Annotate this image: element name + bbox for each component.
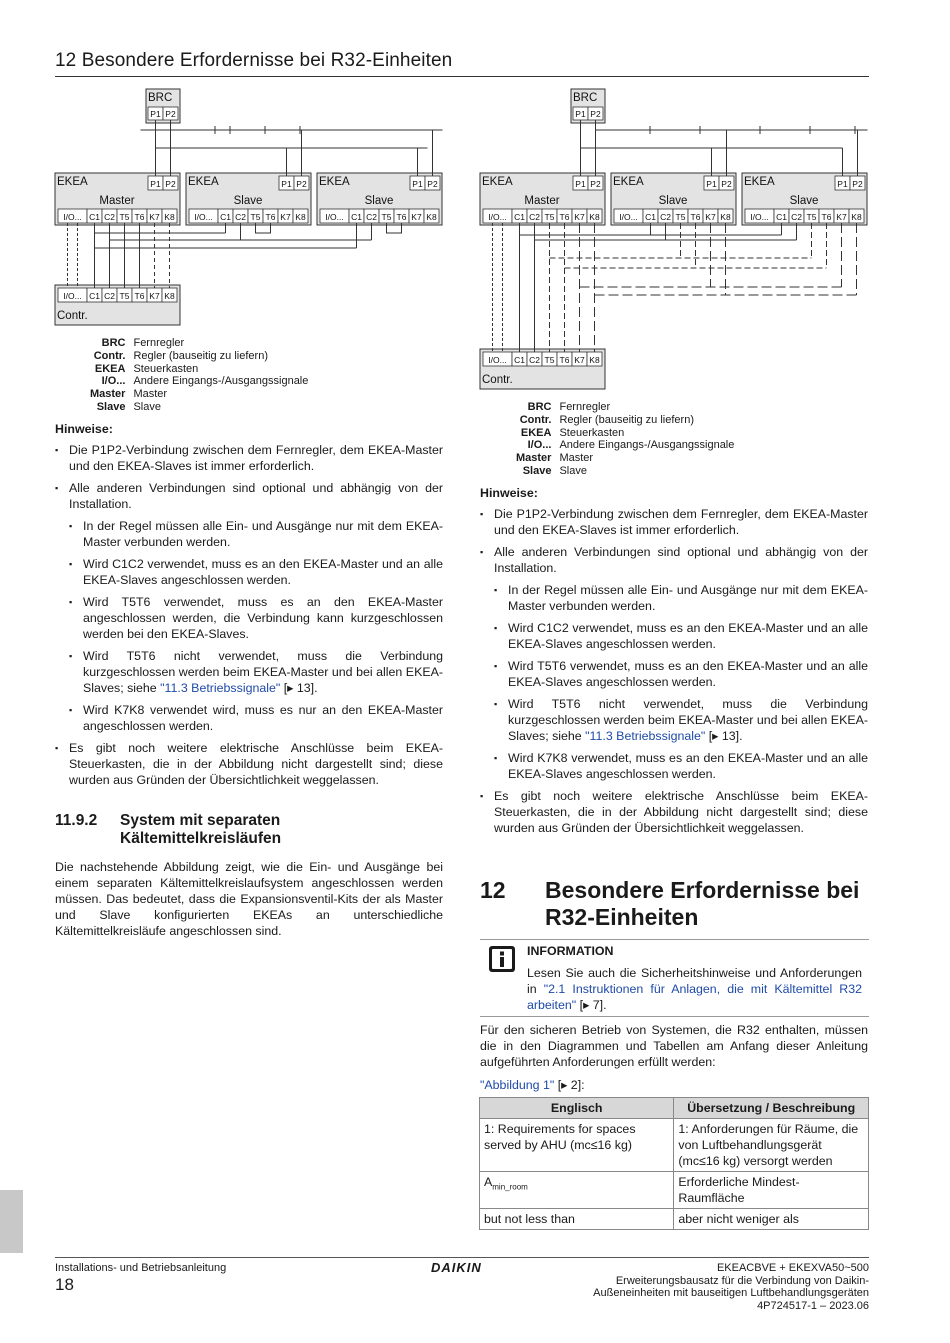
terminal-label: C2 bbox=[791, 212, 802, 222]
footer-line: Erweiterungsbausatz für die Verbindung von Daikin- bbox=[615, 1274, 869, 1287]
terminal-label: C2 bbox=[529, 355, 540, 365]
legend-value: Andere Eingangs-/Ausgangssignale bbox=[559, 439, 735, 452]
terminal-label: C1 bbox=[89, 212, 100, 222]
legend-key: Slave bbox=[522, 464, 552, 477]
table-header-row bbox=[480, 1098, 869, 1119]
ekea-label: EKEA bbox=[613, 176, 644, 188]
ekea-role-label: Slave bbox=[789, 195, 819, 207]
info-text bbox=[527, 965, 862, 1013]
controller-label: Contr. bbox=[57, 310, 88, 322]
terminal-label: T6 bbox=[265, 212, 276, 222]
ekea-role-label: Slave bbox=[233, 195, 263, 207]
legend-row bbox=[516, 465, 734, 478]
terminal-label: T5 bbox=[675, 212, 686, 222]
ekea-label: EKEA bbox=[57, 176, 88, 188]
table-cell bbox=[674, 1209, 869, 1230]
terminal-label: P1 bbox=[412, 179, 423, 189]
page-ref: [▸ 7]. bbox=[576, 998, 607, 1012]
info-text-body: Lesen Sie auch die Sicherheitshinweise und Anforderungen in bbox=[527, 966, 862, 996]
list-item bbox=[55, 740, 443, 788]
table-cell bbox=[480, 1172, 674, 1209]
info-bottom-rule bbox=[480, 1016, 869, 1017]
list-item bbox=[494, 750, 868, 782]
legend-value: Fernregler bbox=[133, 337, 185, 349]
list-item bbox=[69, 556, 443, 588]
legend-value: Andere Eingangs-/Ausgangssignale bbox=[133, 375, 309, 388]
legend-key: BRC bbox=[101, 337, 126, 349]
column-header: Englisch bbox=[480, 1098, 674, 1119]
bullet-text: Die P1P2-Verbindung zwischen dem Fernregler, dem EKEA-Master und den EKEA-Slaves ist immer erforderlich. bbox=[494, 507, 868, 537]
bullet-text: Wird K7K8 verwendet, muss es an den EKEA-Master und an alle EKEA-Slaves angeschlossen werden. bbox=[508, 751, 868, 781]
legend-left bbox=[90, 337, 308, 414]
terminal-label: T5 bbox=[544, 355, 555, 365]
terminal-label: P1 bbox=[706, 179, 717, 189]
bullet-text: Wird T5T6 verwendet, muss es an den EKEA-Master und an alle EKEA-Slaves angeschlossen werden. bbox=[508, 659, 868, 689]
list-item bbox=[494, 582, 868, 614]
ekea-role-label: Master bbox=[99, 195, 135, 207]
legend-value: Steuerkasten bbox=[559, 426, 625, 439]
terminal-label: T6 bbox=[134, 291, 145, 301]
terminal-label: P2 bbox=[165, 109, 176, 119]
terminal-label: C1 bbox=[514, 355, 525, 365]
ekea-role-label: Slave bbox=[658, 195, 688, 207]
terminal-label: P2 bbox=[427, 179, 438, 189]
cell-text: 1: Anforderungen für Räume, die von Luftbehandlungsgerät (mc≤16 kg) versorgt werden bbox=[678, 1122, 859, 1168]
terminal-label: K8 bbox=[426, 212, 437, 222]
terminal-label: T5 bbox=[119, 212, 130, 222]
right-column bbox=[480, 485, 868, 842]
chapter-title: Besondere Erfordernisse bei R32-Einheiten bbox=[545, 877, 860, 930]
table-cell bbox=[674, 1172, 869, 1209]
bullet-text: Wird T5T6 nicht verwendet, muss die Verbindung kurzgeschlossen werden beim EKEA-Master und bei allen EKEA-Slaves; siehe bbox=[508, 697, 868, 743]
bullet-text: Wird K7K8 verwendet wird, muss es nur an den EKEA-Master angeschlossen werden. bbox=[83, 703, 443, 733]
terminal-label: T5 bbox=[250, 212, 261, 222]
legend-row bbox=[90, 337, 308, 350]
bullet-text: Es gibt noch weitere elektrische Anschlüsse beim EKEA-Steuerkasten, die in der Abbildung nicht dargestellt sind; diese wurden aus Gründen der Übersichtlichkeit weggelassen. bbox=[69, 741, 443, 787]
page-ref: [▸ 2]: bbox=[554, 1078, 585, 1092]
chapter-side-tab bbox=[0, 1190, 23, 1253]
terminal-label: K8 bbox=[164, 212, 175, 222]
bullet-text: Wird T5T6 nicht verwendet, muss die Verbindung kurzgeschlossen werden beim EKEA-Master und bei allen EKEA-Slaves; siehe bbox=[83, 649, 443, 695]
terminal-label: K8 bbox=[589, 355, 600, 365]
terminal-label: I/O... bbox=[619, 212, 638, 222]
legend-value: Regler (bauseitig zu liefern) bbox=[559, 413, 694, 426]
terminal-label: C1 bbox=[514, 212, 525, 222]
list-item bbox=[69, 594, 443, 642]
legend-row bbox=[516, 452, 734, 465]
bullet-text: Es gibt noch weitere elektrische Anschlüsse beim EKEA-Steuerkasten, die in der Abbildung nicht dargestellt sind; diese wurden aus Gründen der Übersichtlichkeit weggelassen. bbox=[494, 789, 868, 835]
legend-value: Slave bbox=[133, 400, 161, 413]
list-item bbox=[69, 648, 443, 696]
page-header-title: 12 Besondere Erfordernisse bei R32-Einheiten bbox=[55, 50, 453, 71]
legend-key: Master bbox=[516, 452, 552, 465]
terminal-label: K7 bbox=[149, 212, 160, 222]
terminal-label: K7 bbox=[705, 212, 716, 222]
terminal-label: C1 bbox=[351, 212, 362, 222]
terminal-label: C1 bbox=[776, 212, 787, 222]
legend-row bbox=[516, 401, 734, 414]
legend-key: EKEA bbox=[94, 362, 126, 375]
ekea-label: EKEA bbox=[482, 176, 513, 188]
table-cell bbox=[480, 1209, 674, 1230]
bullet-text: Wird C1C2 verwendet, muss es an den EKEA-Master und an alle EKEA-Slaves angeschlossen werden. bbox=[508, 621, 868, 651]
terminal-label: K7 bbox=[836, 212, 847, 222]
terminal-label: P1 bbox=[575, 109, 586, 119]
legend-key: I/O... bbox=[101, 375, 126, 388]
link-betriebssignale[interactable]: "11.3 Betriebssignale" bbox=[160, 681, 281, 695]
terminal-label: P2 bbox=[165, 179, 176, 189]
legend-row bbox=[516, 414, 734, 427]
legend-key: Contr. bbox=[93, 349, 126, 362]
legend-value: Slave bbox=[559, 464, 587, 477]
terminal-label: T5 bbox=[806, 212, 817, 222]
legend-row bbox=[90, 363, 308, 376]
footer-product-info bbox=[539, 1262, 869, 1312]
legend-key: BRC bbox=[527, 401, 552, 413]
terminal-label: K7 bbox=[411, 212, 422, 222]
terminal-label: P2 bbox=[590, 109, 601, 119]
ekea-role-label: Slave bbox=[364, 195, 394, 207]
section-text: Die nachstehende Abbildung zeigt, wie die Ein- und Ausgänge bei einem separaten Kältemittelkreislaufsystem angeschlossen werden müssen. Das bedeutet, dass die Expansionsventil-Kits der als Master und Slave konfigurierten EKEAs an unterschiedliche Kältemittelkreisläufe angeschlossen sind. bbox=[55, 860, 443, 938]
terminal-label: K8 bbox=[720, 212, 731, 222]
footer-line: 4P724517-1 – 2023.06 bbox=[757, 1299, 869, 1312]
controller-label: Contr. bbox=[482, 374, 513, 386]
terminal-label: I/O... bbox=[750, 212, 769, 222]
legend-right bbox=[516, 401, 734, 478]
terminal-label: C2 bbox=[104, 291, 115, 301]
terminal-label: P1 bbox=[150, 179, 161, 189]
footer-line: Außeneinheiten mit bauseitigen Luftbehandlungsgeräten bbox=[593, 1287, 869, 1299]
terminal-label: K8 bbox=[295, 212, 306, 222]
terminal-label: I/O... bbox=[194, 212, 213, 222]
cell-text: 1: Requirements for spaces served by AHU (mc≤16 kg) bbox=[484, 1122, 636, 1152]
left-column bbox=[55, 421, 443, 794]
terminal-label: C2 bbox=[529, 212, 540, 222]
terminal-label: K7 bbox=[574, 355, 585, 365]
terminal-label: P1 bbox=[837, 179, 848, 189]
terminal-label: I/O... bbox=[63, 212, 82, 222]
list-item bbox=[480, 788, 868, 836]
legend-key: Master bbox=[90, 388, 126, 401]
bullet-text: Die P1P2-Verbindung zwischen dem Fernregler, dem EKEA-Master und den EKEA-Slaves ist immer erforderlich. bbox=[69, 443, 443, 473]
page-ref: [▸ 13]. bbox=[280, 681, 318, 695]
legend-row bbox=[90, 375, 308, 388]
terminal-label: T6 bbox=[690, 212, 701, 222]
terminal-label: I/O... bbox=[488, 355, 507, 365]
terminal-label: T6 bbox=[396, 212, 407, 222]
bullet-text: In der Regel müssen alle Ein- und Ausgänge nur mit dem EKEA-Master verbunden werden. bbox=[508, 583, 868, 613]
terminal-label: C2 bbox=[235, 212, 246, 222]
list-item bbox=[494, 620, 868, 652]
list-item bbox=[55, 480, 443, 734]
footer-line: EKEACBVE + EKEXVA50~500 bbox=[716, 1262, 869, 1274]
bullet-text: Alle anderen Verbindungen sind optional und abhängig von der Installation. bbox=[69, 481, 443, 511]
legend-key: Slave bbox=[96, 400, 126, 413]
terminal-label: P2 bbox=[590, 179, 601, 189]
terminal-label: K8 bbox=[164, 291, 175, 301]
ekea-label: EKEA bbox=[744, 176, 775, 188]
legend-value: Master bbox=[559, 452, 594, 465]
terminal-label: C2 bbox=[660, 212, 671, 222]
terminal-label: I/O... bbox=[488, 212, 507, 222]
notes-title: Hinweise: bbox=[480, 486, 538, 500]
info-top-rule bbox=[480, 939, 869, 940]
cell-text: Erforderliche Mindest-Raumfläche bbox=[678, 1175, 800, 1205]
r32-paragraph: Für den sicheren Betrieb von Systemen, die R32 enthalten, müssen die in den Diagrammen und Tabellen am Anfang dieser Anleitung aufgeführten Anforderungen erfüllt werden: bbox=[480, 1023, 868, 1069]
terminal-label: K8 bbox=[589, 212, 600, 222]
terminal-label: K7 bbox=[574, 212, 585, 222]
section-number: 11.9.2 bbox=[55, 812, 98, 829]
column-header: Übersetzung / Beschreibung bbox=[674, 1098, 869, 1119]
cell-text: but not less than bbox=[484, 1212, 575, 1226]
table-cell bbox=[480, 1119, 674, 1172]
list-item bbox=[480, 506, 868, 538]
terminal-label: C2 bbox=[366, 212, 377, 222]
legend-key: Contr. bbox=[519, 413, 552, 426]
brc-label: BRC bbox=[573, 92, 598, 104]
legend-key: I/O... bbox=[527, 439, 552, 452]
terminal-label: K7 bbox=[280, 212, 291, 222]
ekea-role-label: Master bbox=[524, 195, 560, 207]
legend-row bbox=[516, 427, 734, 440]
cell-text: A bbox=[484, 1175, 493, 1189]
legend-value: Fernregler bbox=[559, 401, 611, 413]
legend-value: Master bbox=[133, 388, 168, 401]
section-title: System mit separaten Kältemittelkreisläufen bbox=[120, 812, 282, 847]
terminal-label: I/O... bbox=[63, 291, 82, 301]
info-icon bbox=[488, 945, 516, 973]
footer-rule bbox=[55, 1257, 869, 1258]
brc-label: BRC bbox=[148, 92, 173, 104]
terminal-label: P1 bbox=[281, 179, 292, 189]
terminal-label: P2 bbox=[296, 179, 307, 189]
terminal-label: P2 bbox=[721, 179, 732, 189]
table-row bbox=[480, 1209, 869, 1230]
terminal-label: T6 bbox=[559, 212, 570, 222]
page-ref: [▸ 13]. bbox=[705, 729, 743, 743]
ekea-label: EKEA bbox=[188, 176, 219, 188]
legend-row bbox=[516, 439, 734, 452]
footer-doc-type: Installations- und Betriebsanleitung bbox=[55, 1262, 227, 1274]
ekea-label: EKEA bbox=[319, 176, 350, 188]
list-item bbox=[480, 544, 868, 782]
legend-key: EKEA bbox=[520, 426, 552, 439]
list-item bbox=[494, 696, 868, 744]
cell-text: aber nicht weniger als bbox=[678, 1212, 799, 1226]
terminal-label: I/O... bbox=[325, 212, 344, 222]
bullet-text: Wird T5T6 verwendet, muss es an den EKEA-Master angeschlossen werden, die Verbindung kann kurzgeschlossen werden bei den EKEA-Slaves. bbox=[83, 595, 443, 641]
terminal-label: K7 bbox=[149, 291, 160, 301]
terminal-label: C1 bbox=[645, 212, 656, 222]
terminal-label: C2 bbox=[104, 212, 115, 222]
terminal-label: T6 bbox=[821, 212, 832, 222]
link-betriebssignale[interactable]: "11.3 Betriebssignale" bbox=[585, 729, 706, 743]
list-item bbox=[494, 658, 868, 690]
bullet-text: Wird C1C2 verwendet, muss es an den EKEA-Master und an alle EKEA-Slaves angeschlossen werden. bbox=[83, 557, 443, 587]
figure-reference bbox=[480, 1077, 585, 1093]
terminal-label: P2 bbox=[852, 179, 863, 189]
legend-value: Steuerkasten bbox=[133, 362, 199, 375]
legend-row bbox=[90, 401, 308, 414]
brand-logo: DAIKIN bbox=[431, 1260, 482, 1275]
translation-table bbox=[479, 1097, 869, 1230]
legend-row bbox=[90, 388, 308, 401]
table-row bbox=[480, 1119, 869, 1172]
terminal-label: T5 bbox=[119, 291, 130, 301]
bullet-text: Alle anderen Verbindungen sind optional und abhängig von der Installation. bbox=[494, 545, 868, 575]
terminal-label: T6 bbox=[559, 355, 570, 365]
link-r32-instructions[interactable]: "2.1 Instruktionen für Anlagen, die mit Kältemittel R32 arbeiten" bbox=[527, 982, 862, 1012]
notes-title: Hinweise: bbox=[55, 422, 113, 436]
cell-subscript: min_room bbox=[492, 1182, 528, 1192]
terminal-label: P1 bbox=[150, 109, 161, 119]
terminal-label: P1 bbox=[575, 179, 586, 189]
list-item bbox=[55, 442, 443, 474]
terminal-label: T5 bbox=[381, 212, 392, 222]
legend-value: Regler (bauseitig zu liefern) bbox=[133, 349, 268, 362]
terminal-label: T5 bbox=[544, 212, 555, 222]
table-cell bbox=[674, 1119, 869, 1172]
info-title: INFORMATION bbox=[527, 944, 614, 958]
bullet-text: In der Regel müssen alle Ein- und Ausgänge nur mit dem EKEA-Master verbunden werden. bbox=[83, 519, 443, 549]
page-number: 18 bbox=[55, 1275, 74, 1294]
link-abbildung-1[interactable]: "Abbildung 1" bbox=[480, 1078, 555, 1092]
list-item bbox=[69, 518, 443, 550]
list-item bbox=[69, 702, 443, 734]
terminal-label: K8 bbox=[851, 212, 862, 222]
chapter-number: 12 bbox=[480, 877, 506, 903]
terminal-label: T6 bbox=[134, 212, 145, 222]
table-row bbox=[480, 1172, 869, 1209]
terminal-label: C1 bbox=[220, 212, 231, 222]
legend-row bbox=[90, 350, 308, 363]
terminal-label: C1 bbox=[89, 291, 100, 301]
